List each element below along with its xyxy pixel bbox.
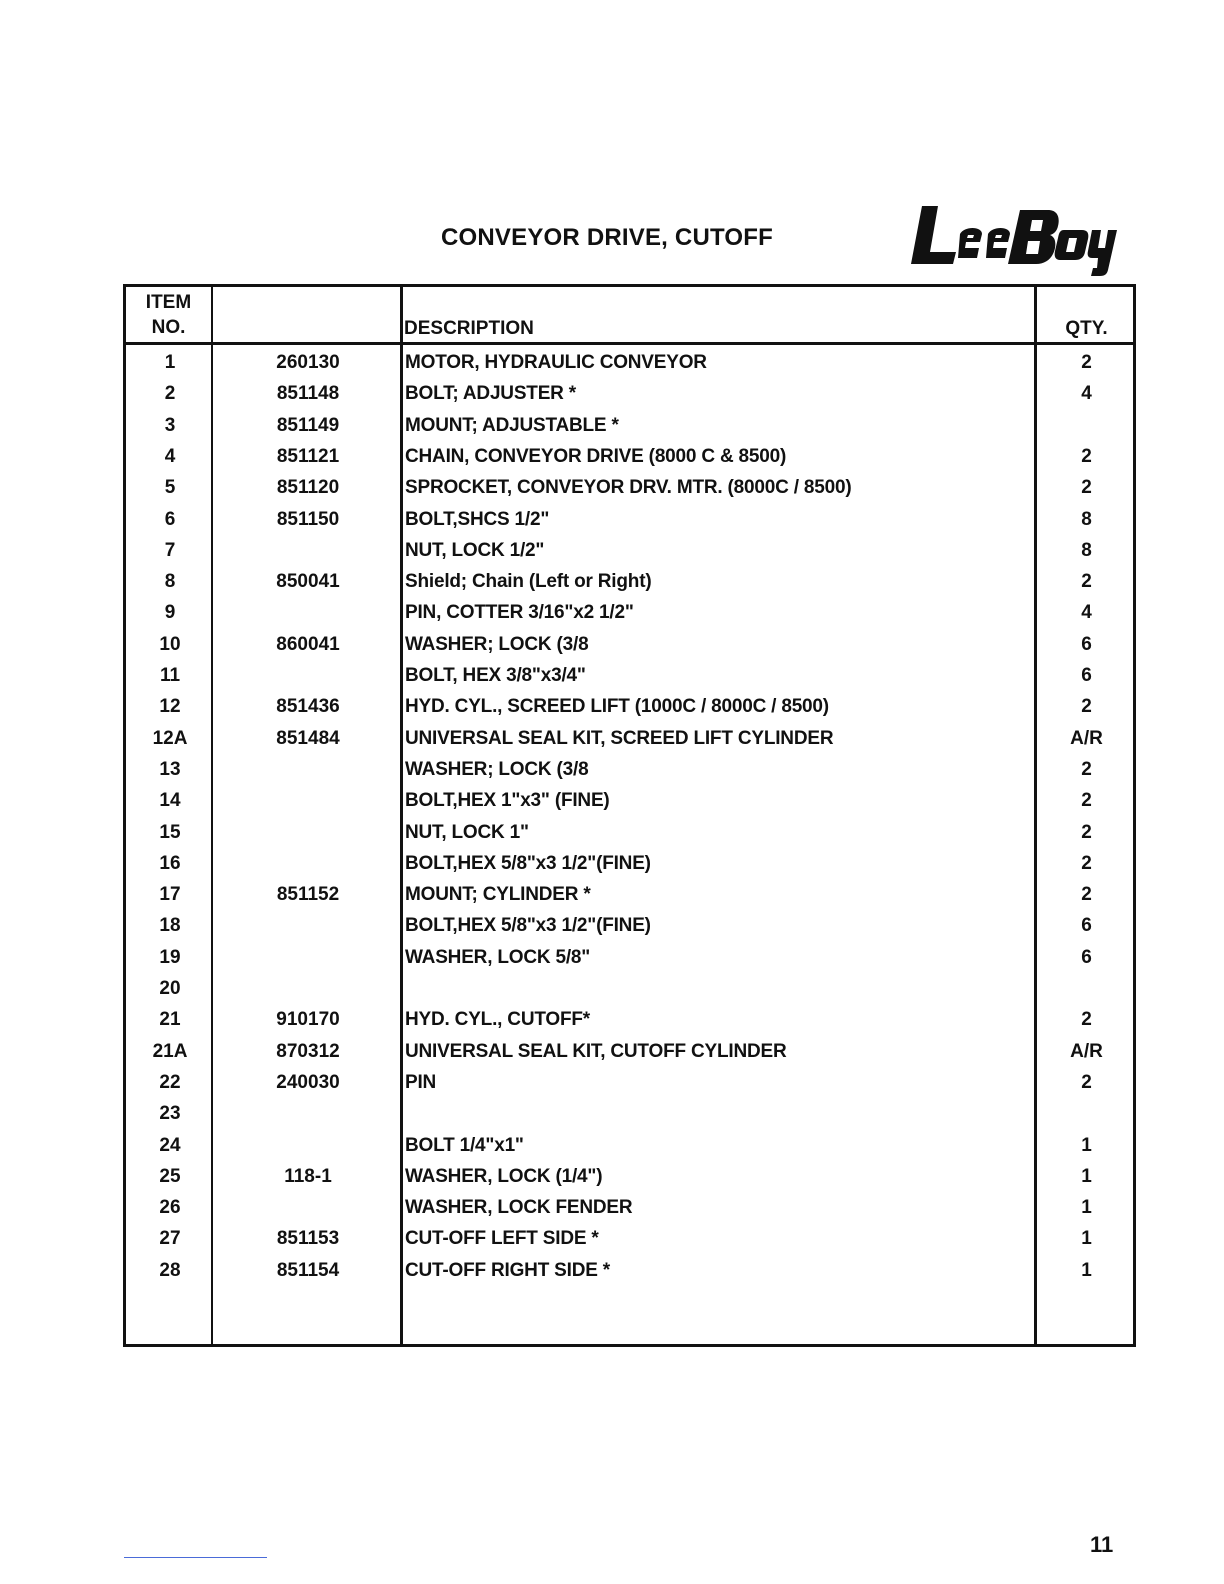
table-row xyxy=(126,691,1133,722)
part-number: 851154 xyxy=(276,1259,340,1281)
quantity: 4 xyxy=(1081,383,1092,405)
item-number: 1 xyxy=(164,352,176,373)
table-row xyxy=(126,723,1133,754)
table-row xyxy=(126,1255,1133,1286)
leeboy-logo xyxy=(908,200,1120,278)
table-row xyxy=(126,817,1133,848)
quantity: 8 xyxy=(1081,508,1092,530)
quantity: 1 xyxy=(1081,1134,1092,1156)
table-row xyxy=(126,910,1133,941)
header-divider xyxy=(126,342,1133,345)
item-number: 2 xyxy=(164,383,176,405)
part-description: WASHER, LOCK FENDER xyxy=(405,1197,633,1219)
part-description: SPROCKET, CONVEYOR DRV. MTR. (8000C / 8500) xyxy=(405,477,852,499)
item-number: 28 xyxy=(159,1259,181,1281)
item-number: 22 xyxy=(159,1071,181,1093)
part-description: UNIVERSAL SEAL KIT, SCREED LIFT CYLINDER xyxy=(405,727,834,749)
part-description: Shield; Chain (Left or Right) xyxy=(405,571,652,593)
part-description: WASHER; LOCK (3/8 xyxy=(405,758,589,780)
quantity: 2 xyxy=(1081,821,1092,843)
part-description: WASHER, LOCK (1/4") xyxy=(405,1165,603,1187)
item-number: 13 xyxy=(159,758,181,780)
item-number: 10 xyxy=(159,633,181,655)
item-number: 3 xyxy=(164,414,176,436)
item-number: 14 xyxy=(159,790,181,812)
table-row xyxy=(126,1004,1133,1035)
column-header-item-line1: ITEM xyxy=(145,292,192,313)
quantity: 1 xyxy=(1081,1197,1092,1219)
quantity: 6 xyxy=(1081,633,1092,655)
table-row xyxy=(126,410,1133,441)
part-description: BOLT,HEX 5/8"x3 1/2"(FINE) xyxy=(405,852,651,874)
page-title: CONVEYOR DRIVE, CUTOFF xyxy=(441,224,773,251)
item-number: 19 xyxy=(159,946,181,968)
footer-rule xyxy=(124,1557,267,1558)
quantity: 2 xyxy=(1081,352,1092,373)
table-row xyxy=(126,1067,1133,1098)
item-number: 4 xyxy=(164,445,176,467)
parts-table xyxy=(123,284,1136,1347)
item-number: 25 xyxy=(159,1165,181,1187)
quantity: 1 xyxy=(1081,1165,1092,1187)
table-row xyxy=(126,441,1133,472)
item-number: 18 xyxy=(159,915,181,937)
item-number: 8 xyxy=(164,571,176,593)
part-description: MOUNT; CYLINDER * xyxy=(405,884,591,906)
item-number: 5 xyxy=(164,477,176,499)
table-row xyxy=(126,785,1133,816)
quantity: 6 xyxy=(1081,915,1092,937)
part-description: CUT-OFF LEFT SIDE * xyxy=(405,1228,599,1250)
part-number: 260130 xyxy=(276,352,340,373)
quantity: 2 xyxy=(1081,696,1092,718)
part-number: 910170 xyxy=(276,1009,340,1031)
part-description: BOLT; ADJUSTER * xyxy=(405,383,576,405)
table-row xyxy=(126,973,1133,1004)
item-number: 15 xyxy=(159,821,181,843)
part-description: MOTOR, HYDRAULIC CONVEYOR xyxy=(405,352,707,373)
part-description: BOLT 1/4"x1" xyxy=(405,1134,524,1156)
table-row xyxy=(126,1036,1133,1067)
part-description: BOLT,HEX 1"x3" (FINE) xyxy=(405,790,610,812)
quantity: 8 xyxy=(1081,539,1092,561)
table-row xyxy=(126,942,1133,973)
column-header-description: DESCRIPTION xyxy=(404,318,534,339)
page-number: 11 xyxy=(1090,1532,1114,1557)
part-number: 851152 xyxy=(276,884,340,906)
table-row xyxy=(126,660,1133,691)
part-description: NUT, LOCK 1" xyxy=(405,821,529,843)
table-row xyxy=(126,629,1133,660)
quantity: 2 xyxy=(1081,790,1092,812)
item-number: 23 xyxy=(159,1103,181,1125)
part-description: CHAIN, CONVEYOR DRIVE (8000 C & 8500) xyxy=(405,445,787,467)
item-number: 16 xyxy=(159,852,181,874)
table-row xyxy=(126,347,1133,378)
table-row xyxy=(126,535,1133,566)
column-header-qty: QTY. xyxy=(1065,318,1108,339)
part-description: MOUNT; ADJUSTABLE * xyxy=(405,414,619,436)
table-row xyxy=(126,1098,1133,1129)
part-description: BOLT,SHCS 1/2" xyxy=(405,508,550,530)
quantity: 2 xyxy=(1081,884,1092,906)
part-number: 851121 xyxy=(276,445,340,467)
part-number: 850041 xyxy=(276,571,340,593)
column-header-item xyxy=(126,290,211,340)
part-description: NUT, LOCK 1/2" xyxy=(405,539,545,561)
table-row xyxy=(126,848,1133,879)
quantity: 6 xyxy=(1081,665,1092,686)
table-row xyxy=(126,566,1133,597)
item-number: 12A xyxy=(152,727,188,749)
item-number: 9 xyxy=(164,602,176,624)
part-description: BOLT, HEX 3/8"x3/4" xyxy=(405,665,586,686)
part-description: HYD. CYL., SCREED LIFT (1000C / 8000C / 8500) xyxy=(405,696,829,718)
table-row xyxy=(126,754,1133,785)
part-number: 118-1 xyxy=(284,1165,332,1187)
table-row xyxy=(126,597,1133,628)
quantity: 2 xyxy=(1081,445,1092,467)
part-description: WASHER; LOCK (3/8 xyxy=(405,633,589,655)
table-row xyxy=(126,1223,1133,1254)
quantity: A/R xyxy=(1070,727,1103,749)
item-number: 27 xyxy=(159,1228,181,1250)
part-number: 851484 xyxy=(276,727,340,749)
quantity: 6 xyxy=(1081,946,1092,968)
part-description: PIN, COTTER 3/16"x2 1/2" xyxy=(405,602,634,624)
part-description: HYD. CYL., CUTOFF* xyxy=(405,1009,590,1031)
part-number: 851436 xyxy=(276,696,340,718)
table-row xyxy=(126,1192,1133,1223)
part-number: 240030 xyxy=(276,1071,340,1093)
item-number: 12 xyxy=(159,696,181,718)
item-number: 17 xyxy=(159,884,181,906)
quantity: 2 xyxy=(1081,571,1092,593)
part-number: 851150 xyxy=(276,508,340,530)
table-row xyxy=(126,504,1133,535)
quantity: 4 xyxy=(1081,602,1092,624)
item-number: 7 xyxy=(164,539,176,561)
item-number: 26 xyxy=(159,1197,181,1219)
quantity: 2 xyxy=(1081,758,1092,780)
quantity: A/R xyxy=(1070,1040,1103,1062)
column-header-item-line2: NO. xyxy=(151,317,186,338)
item-number: 24 xyxy=(159,1134,181,1156)
table-row xyxy=(126,472,1133,503)
part-number: 860041 xyxy=(276,633,340,655)
quantity: 2 xyxy=(1081,1071,1092,1093)
quantity: 2 xyxy=(1081,1009,1092,1031)
part-description: PIN xyxy=(405,1071,437,1093)
table-row xyxy=(126,378,1133,409)
quantity: 2 xyxy=(1081,852,1092,874)
part-number: 851148 xyxy=(276,383,340,405)
part-description: BOLT,HEX 5/8"x3 1/2"(FINE) xyxy=(405,915,651,937)
quantity: 2 xyxy=(1081,477,1092,499)
part-description: UNIVERSAL SEAL KIT, CUTOFF CYLINDER xyxy=(405,1040,787,1062)
part-description: CUT-OFF RIGHT SIDE * xyxy=(405,1259,611,1281)
quantity: 1 xyxy=(1081,1259,1092,1281)
item-number: 21 xyxy=(159,1009,181,1031)
item-number: 6 xyxy=(164,508,176,530)
item-number: 20 xyxy=(159,978,181,999)
table-row xyxy=(126,1130,1133,1161)
item-number: 21A xyxy=(152,1040,188,1062)
part-description: WASHER, LOCK 5/8" xyxy=(405,946,591,968)
table-row xyxy=(126,879,1133,910)
part-number: 870312 xyxy=(276,1040,340,1062)
item-number: 11 xyxy=(159,665,181,686)
part-number: 851153 xyxy=(276,1228,340,1250)
table-row xyxy=(126,1161,1133,1192)
part-number: 851120 xyxy=(276,477,340,499)
quantity: 1 xyxy=(1081,1228,1092,1250)
part-number: 851149 xyxy=(276,414,340,436)
